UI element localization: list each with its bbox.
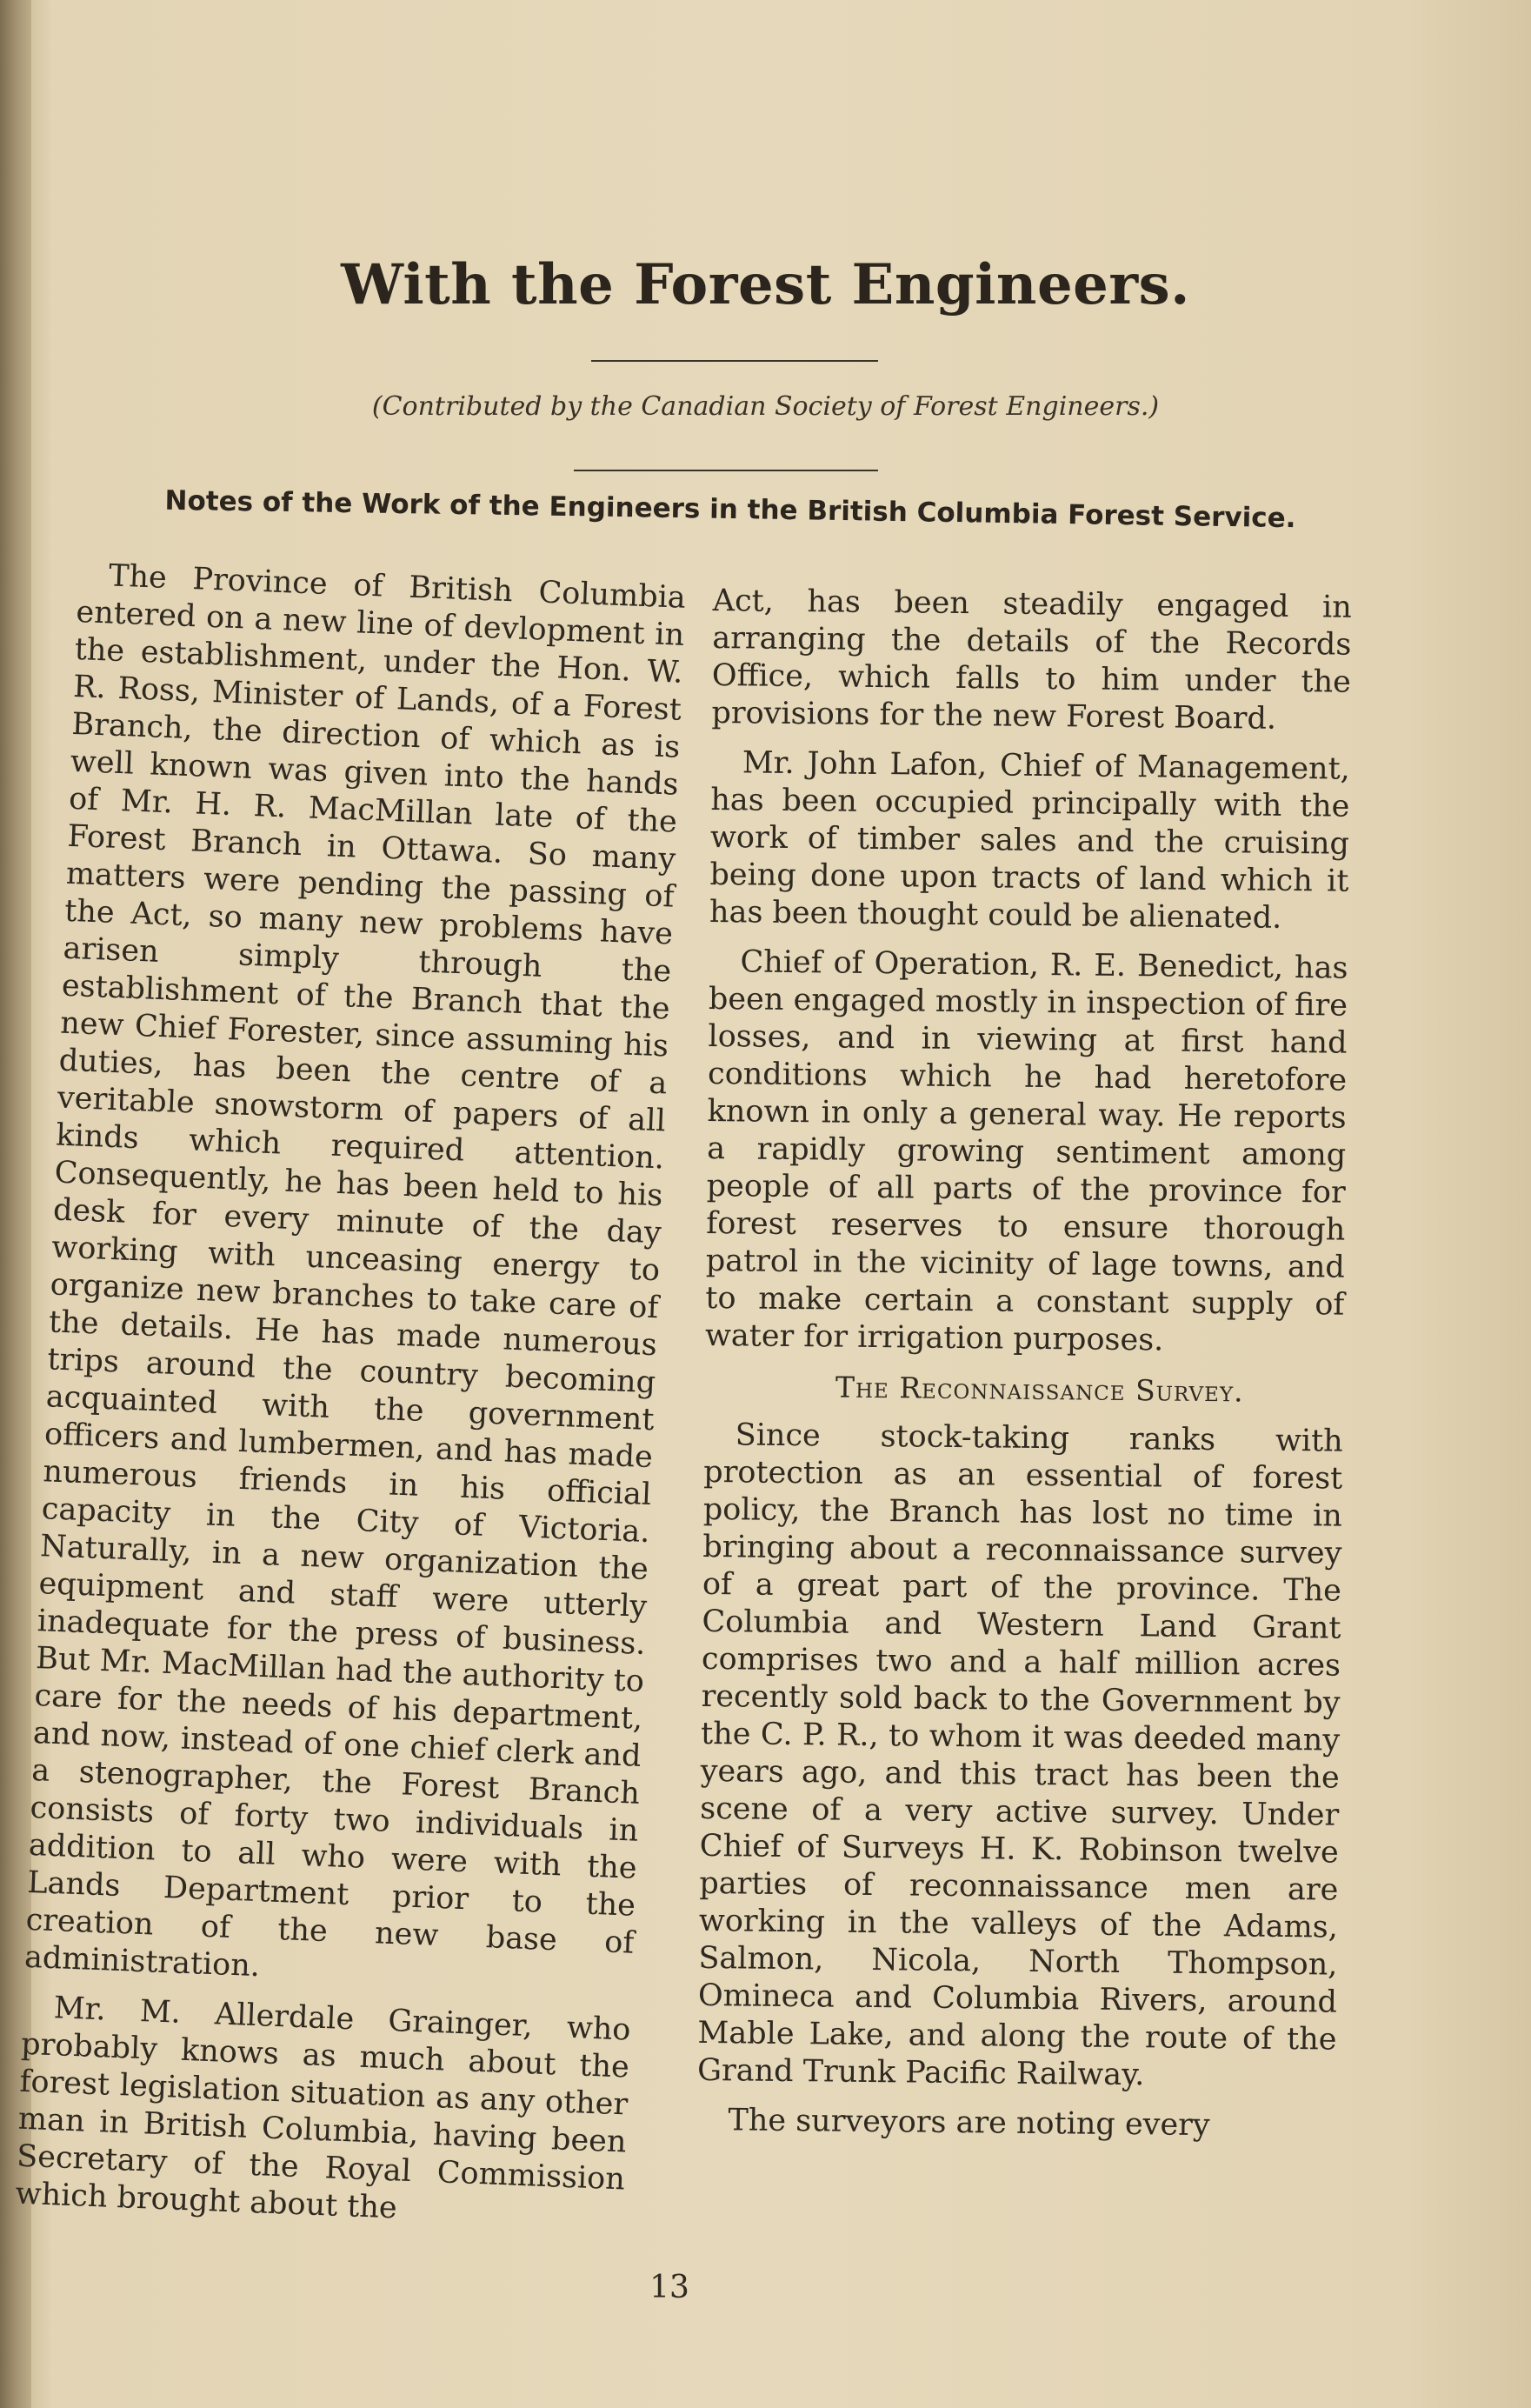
paragraph: The surveyors are noting every [728,2103,1210,2144]
paragraph: Act, has been steadily engaged in arranging the details of the Records Office, which falls to him under the provisions for the new Forest Board. [711,583,1352,737]
paragraph: The Province of British Columbia entered on a new line of devlopment in the establishment, under the Hon. W. R. Ross, Minister of Lands, of a Forest Branch, the direction of which as is well known was given into the hands of Mr. H. R. MacMillan late of the Forest Branch in Ottawa. So many matters were pending the passing of the Act, so many new problems have arisen simply through the establishment of the Branch that the new Chief Forester, since assuming his duties, has been the centre of a veritable snowstorm of papers of all kinds which required attention. Consequently, he has been held to his desk for every minute of the day working with unceasing energy to organize new branches to take care of the details. He has made numerous trips around the country becoming acquainted with the government officers and lumbermen, and has made numerous friends in his official capacity in the City of Victoria. Naturally, in a new organization the equipment and staff were utterly inadequate for the press of business. But Mr. MacMillan had the authority to care for the needs of his department, and now, instead of one chief clerk and a stenographer, the Forest Branch consists of forty two individuals in addition to all who were with the Lands Department prior to the creation of the new base of administration. [23,558,687,1984]
left-column [14,557,686,2248]
section-heading: The Reconnaissance Survey. [835,1370,1244,1409]
paragraph: Mr. M. Allerdale Grainger, who probably knows as much about the forest legislation situation as any other man in British Columbia, having been Secretary of the Royal Commission which brought about the [14,1991,632,2226]
right-column [696,583,1352,2158]
contribution-note: (Contributed by the Canadian Society of Forest Engineers.) [371,391,1160,422]
paragraph: Since stock-taking ranks with protection as an essential of forest policy, the Branch has lost no time in bringing about a reconnaissance survey of a great part of the province. The Columbia and Western Land Grant comprises two and a half million acres recently sold back to the Government by the C. P. R., to whom it was deeded many years ago, and this tract has been the scene of a very active survey. Under Chief of Surveys H. K. Robinson twelve parties of reconnaissance men are working in the valleys of the Adams, Salmon, Nicola, North Thompson, Omineca and Columbia Rivers, around Mable Lake, and along the route of the Grand Trunk Pacific Railway. [696,1417,1343,2093]
page-number: 13 [649,2270,689,2305]
contribution-divider [574,470,878,471]
paragraph: Chief of Operation, R. E. Benedict, has been engaged mostly in inspection of fire losses, and in viewing at first hand conditions which he had heretofore known in only a general way. He reports a rapidly growing sentiment among people of all parts of the province for forest reserves to ensure thorough patrol in the vicinity of lage towns, and to make certain a constant supply of water for irrigation purposes. [704,944,1348,1358]
article-subheading: Notes of the Work of the Engineers in the British Columbia Forest Service. [164,484,1296,535]
title-divider [591,360,878,362]
paragraph: Mr. John Lafon, Chief of Management, has been occupied principally with the work of timber sales and the cruising being done upon tracts of land which it has been thought could be alienated. [709,745,1351,936]
page-title: With the Forest Engineers. [341,252,1190,317]
